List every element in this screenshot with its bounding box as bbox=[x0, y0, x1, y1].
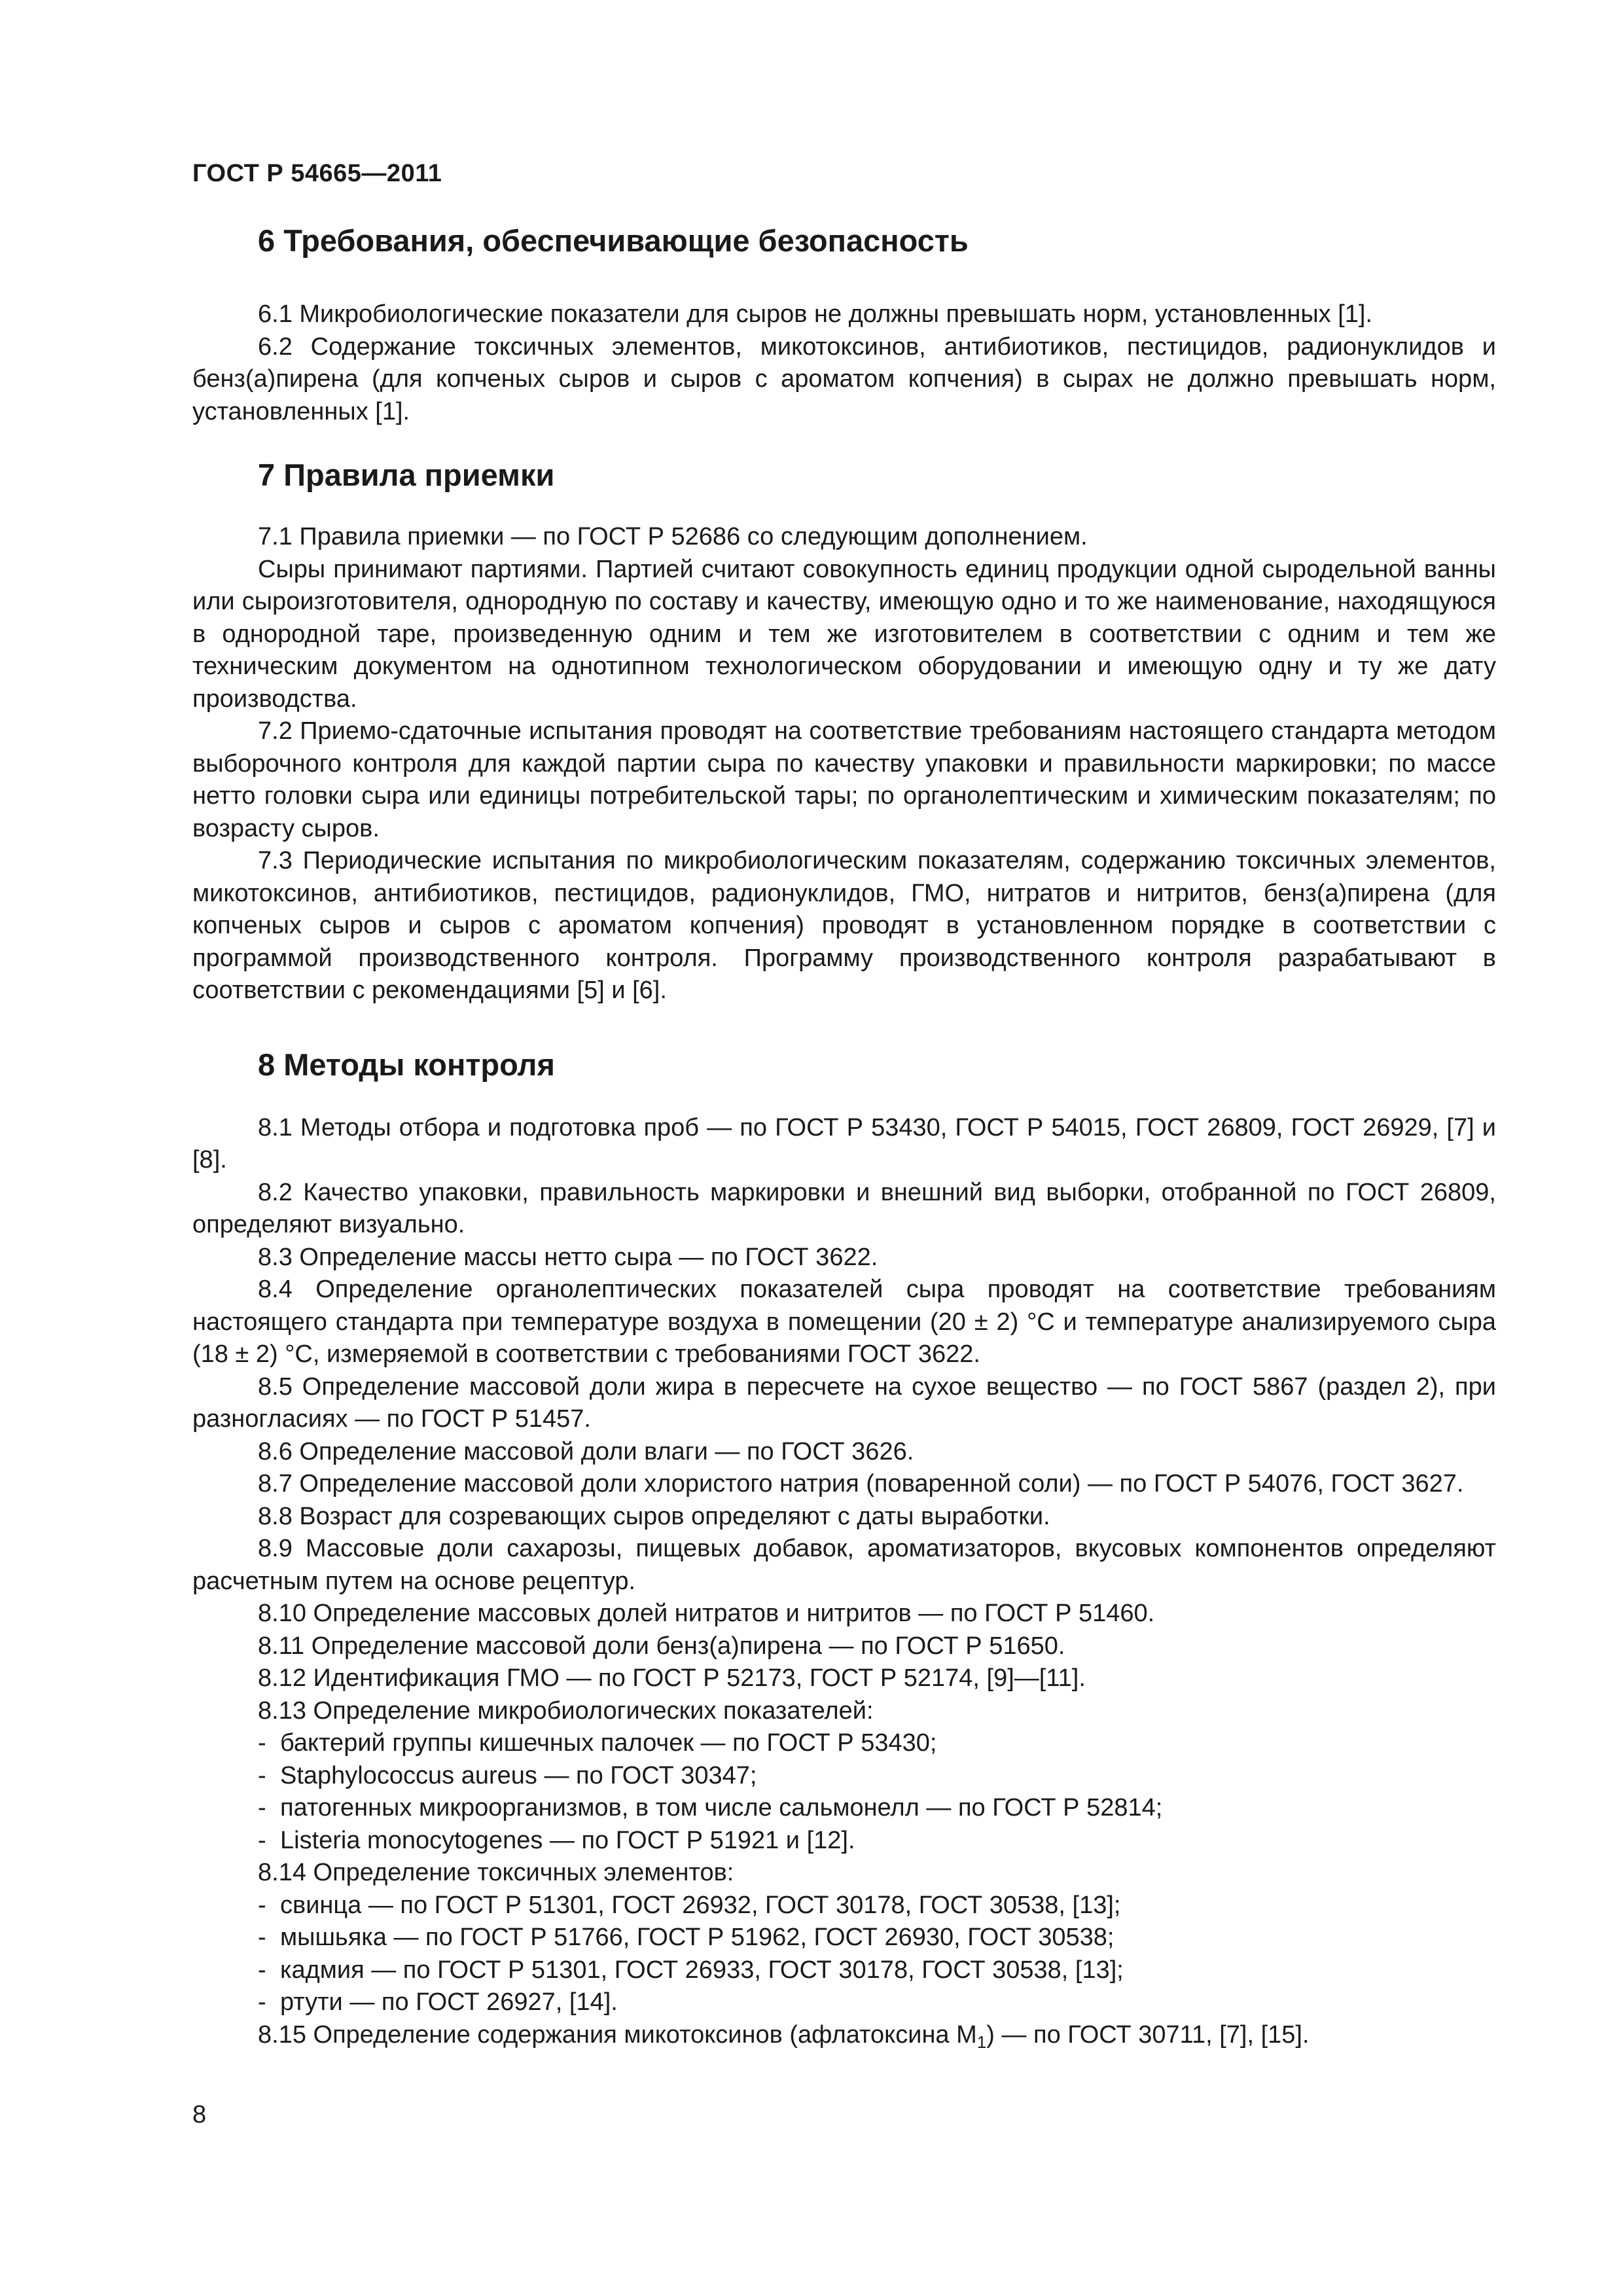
paragraph-8-8: 8.8 Возраст для созревающих сыров определяют с даты выработки. bbox=[258, 1502, 1050, 1530]
paragraph-8-5: 8.5 Определение массовой доли жира в пересчете на сухое вещество — по ГОСТ 5867 (раздел 2), при разногласиях — по ГОСТ Р 51457. bbox=[192, 1372, 1496, 1433]
paragraph-7-3: 7.3 Периодические испытания по микробиологическим показателям, содержанию токсичных элементов, микотоксинов, антибиотиков, пестицидов, радионуклидов, ГМО, нитратов и нитритов, бенз(а)пирена (для копченых сыров и сыров с ароматом копчения) проводят в установленном порядке в соответствии с программой производственного контроля. Программу производственного контроля разрабатывают в соответствии с рекомендациями [5] и [6]. bbox=[192, 847, 1496, 1004]
list-item bbox=[192, 1954, 1496, 1987]
paragraph-7-2: 7.2 Приемо-сдаточные испытания проводят на соответствие требованиям настоящего стандарта методом выборочного контроля для каждой партии сыра по качеству упаковки и правильности маркировки; по массе нетто головки сыра или единицы потребительской тары; по органолептическим и химическим показателям; по возрасту сыров. bbox=[192, 717, 1496, 842]
paragraph-8-11: 8.11 Определение массовой доли бенз(а)пирена — по ГОСТ Р 51650. bbox=[258, 1632, 1065, 1660]
list-item bbox=[192, 1792, 1496, 1825]
list-item bbox=[192, 1922, 1496, 1954]
list-item-text: Listeria monocytogenes — по ГОСТ Р 51921 и [12]. bbox=[280, 1826, 855, 1854]
list-marker: - bbox=[258, 1794, 266, 1821]
list-marker: - bbox=[258, 1956, 266, 1984]
list-item-text: ртути — по ГОСТ 26927, [14]. bbox=[280, 1988, 618, 2016]
paragraph-8-2: 8.2 Качество упаковки, правильность маркировки и внешний вид выборки, отобранной по ГОСТ 26809, определяют визуально. bbox=[192, 1178, 1496, 1238]
list-marker: - bbox=[258, 1988, 266, 2016]
paragraph-8-7: 8.7 Определение массовой доли хлористого натрия (поваренной соли) — по ГОСТ Р 54076, ГОСТ 3627. bbox=[258, 1470, 1464, 1498]
paragraph-8-4: 8.4 Определение органолептических показателей сыра проводят на соответствие требованиям настоящего стандарта при температуре воздуха в помещении (20 ± 2) °С и температуре анализируемого сыра (18 ± 2) °С, измеряемой в соответствии с требованиями ГОСТ 3622. bbox=[192, 1276, 1496, 1368]
list-marker: - bbox=[258, 1826, 266, 1854]
paragraph-8-13: 8.13 Определение микробиологических показателей: bbox=[258, 1696, 874, 1725]
list-marker: - bbox=[258, 1924, 266, 1951]
paragraph-8-15-text: 8.15 Определение содержания микотоксинов (афлатоксина M bbox=[258, 2020, 977, 2049]
paragraph-7-1: 7.1 Правила приемки — по ГОСТ Р 52686 со следующим дополнением. bbox=[258, 523, 1088, 550]
paragraph-6-1: 6.1 Микробиологические показатели для сыров не должны превышать норм, установленных [1]. bbox=[258, 300, 1373, 328]
paragraph-8-6: 8.6 Определение массовой доли влаги — по ГОСТ 3626. bbox=[258, 1437, 914, 1465]
paragraph-8-15-tail: ) — по ГОСТ 30711, [7], [15]. bbox=[986, 2020, 1310, 2049]
paragraph-8-1: 8.1 Методы отбора и подготовка проб — по ГОСТ Р 53430, ГОСТ Р 54015, ГОСТ 26809, ГОСТ 26929, [7] и [8]. bbox=[192, 1113, 1496, 1174]
list-item-text: бактерий группы кишечных палочек — по ГОСТ Р 53430; bbox=[280, 1729, 937, 1757]
page-number: 8 bbox=[192, 2101, 207, 2128]
section-6-heading: 6 Требования, обеспечивающие безопасность bbox=[258, 223, 969, 258]
subscript-index: 1 bbox=[976, 2032, 987, 2052]
document-body bbox=[192, 221, 1496, 2051]
paragraph-8-10: 8.10 Определение массовых долей нитратов и нитритов — по ГОСТ Р 51460. bbox=[258, 1600, 1155, 1627]
microbiological-list bbox=[192, 1727, 1496, 1857]
paragraph-6-2: 6.2 Содержание токсичных элементов, микотоксинов, антибиотиков, пестицидов, радионуклидов и бенз(а)пирена (для копченых сыров и сыров с ароматом копчения) в сырах не должно превышать норм, установленных [1]. bbox=[192, 332, 1496, 425]
toxic-elements-list bbox=[192, 1890, 1496, 2019]
list-marker: - bbox=[258, 1761, 266, 1789]
paragraph-7-1-continued: Сыры принимают партиями. Партией считают совокупность единиц продукции одной сыродельной ванны или сыроизготовителя, однородную по составу и качеству, имеющую одно и то же наименование, находящуюся в однородной таре, произведенную одним и тем же изготовителем в соответствии с одним и тем же техническим документом на однотипном технологическом оборудовании и имеющую одну и ту же дату производства. bbox=[192, 555, 1496, 713]
list-marker: - bbox=[258, 1891, 266, 1919]
list-item bbox=[192, 1986, 1496, 2019]
paragraph-8-15 bbox=[192, 2019, 1496, 2052]
section-8-heading: 8 Методы контроля bbox=[258, 1047, 555, 1082]
list-item-text: Staphylococcus aureus — по ГОСТ 30347; bbox=[280, 1761, 757, 1789]
list-marker: - bbox=[258, 1729, 266, 1757]
list-item bbox=[192, 1825, 1496, 1857]
paragraph-8-3: 8.3 Определение массы нетто сыра — по ГОСТ 3622. bbox=[258, 1243, 878, 1271]
list-item bbox=[192, 1727, 1496, 1760]
list-item bbox=[192, 1890, 1496, 1922]
list-item bbox=[192, 1760, 1496, 1793]
document-code-header: ГОСТ Р 54665—2011 bbox=[192, 160, 442, 187]
list-item-text: патогенных микроорганизмов, в том числе сальмонелл — по ГОСТ Р 52814; bbox=[280, 1794, 1163, 1821]
list-item-text: свинца — по ГОСТ Р 51301, ГОСТ 26932, ГОСТ 30178, ГОСТ 30538, [13]; bbox=[280, 1891, 1121, 1919]
list-item-text: мышьяка — по ГОСТ Р 51766, ГОСТ Р 51962, ГОСТ 26930, ГОСТ 30538; bbox=[280, 1924, 1115, 1951]
paragraph-8-12: 8.12 Идентификация ГМО — по ГОСТ Р 52173, ГОСТ Р 52174, [9]—[11]. bbox=[258, 1664, 1086, 1692]
list-item-text: кадмия — по ГОСТ Р 51301, ГОСТ 26933, ГОСТ 30178, ГОСТ 30538, [13]; bbox=[280, 1956, 1124, 1984]
paragraph-8-9: 8.9 Массовые доли сахарозы, пищевых добавок, ароматизаторов, вкусовых компонентов определяют расчетным путем на основе рецептур. bbox=[192, 1535, 1496, 1595]
section-7-heading: 7 Правила приемки bbox=[258, 457, 555, 492]
paragraph-8-14: 8.14 Определение токсичных элементов: bbox=[258, 1859, 734, 1886]
